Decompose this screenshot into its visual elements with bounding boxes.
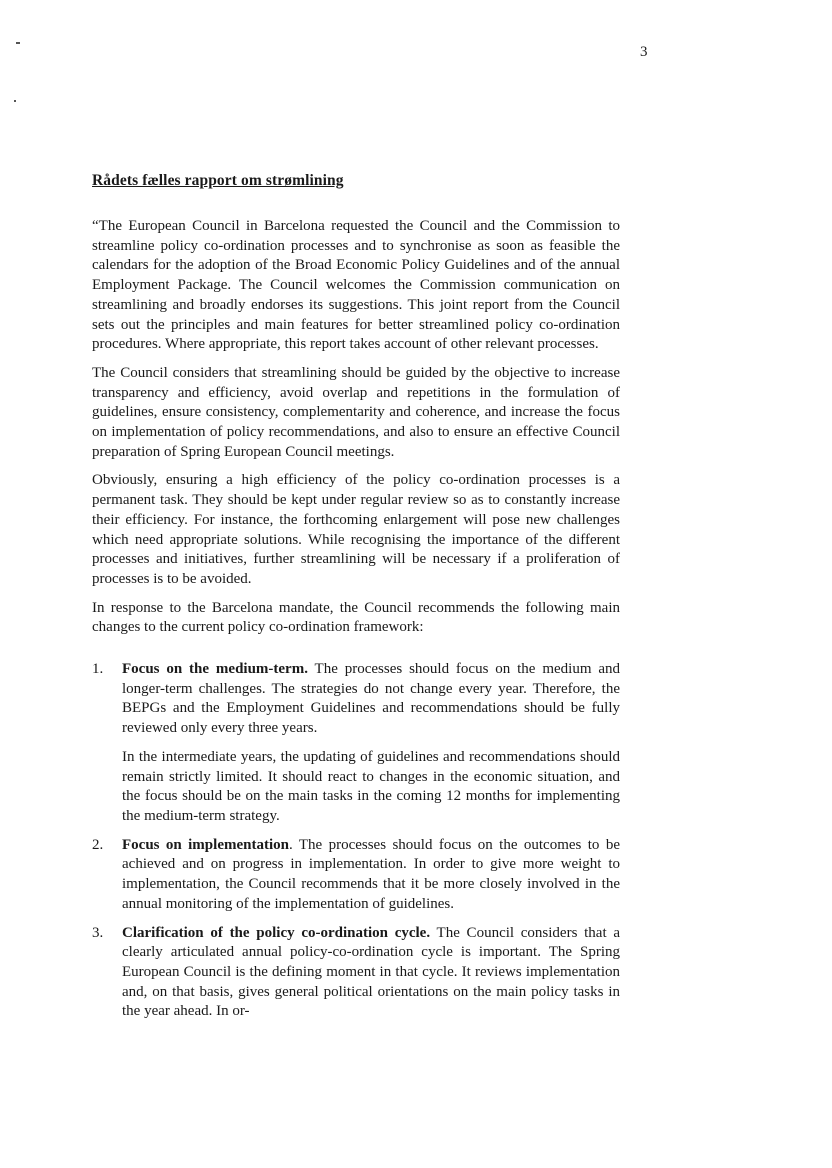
list-item (92, 836, 620, 915)
page-number: 3 (640, 44, 648, 60)
section-heading: Rådets fælles rapport om strømlining (92, 172, 344, 189)
item-extra: In the intermediate years, the updating of guidelines and recommendations should remain strictly limited. It should react to changes in the economic situation, and the focus should be on the main tasks in the coming 12 months for implementing the medium-term strategy. (122, 748, 620, 824)
list-item (92, 660, 620, 827)
document-body (92, 172, 620, 1031)
item-text: . The processes should focus on the outcomes to be achieved and on progress in implementation. In order to give more weight to implementation, the Council recommends that it be more closely involved in the annual monitoring of the implementation of guidelines. (122, 836, 620, 912)
scan-mark-top (16, 42, 20, 44)
list-item (92, 924, 620, 1023)
item-lead: Focus on implementation (122, 836, 289, 853)
item-lead: Clarification of the policy co-ordination cycle. (122, 924, 431, 941)
paragraph-4: In response to the Barcelona mandate, the Council recommends the following main changes to the current policy co-ordination framework: (92, 599, 620, 636)
list-number: 1. (92, 661, 104, 678)
list-number: 3. (92, 924, 104, 941)
paragraph-3: Obviously, ensuring a high efficiency of the policy co-ordination processes is a permanent task. They should be kept under regular review so as to constantly increase their efficiency. For instance, the forthcoming enlargement will pose new challenges which need appropriate solutions. While recognising the importance of the different processes and initiatives, further streamlining will be necessary if a proliferation of processes is to be avoided. (92, 472, 620, 587)
item-lead: Focus on the medium-term. (122, 661, 308, 678)
item-text: The processes should focus on the medium and longer-term challenges. The strategies do not change every year. Therefore, the BEPGs and the Employment Guidelines and recommendations should be fully reviewed only every three years. (122, 661, 621, 737)
item-text: The Council considers that a clearly articulated annual policy-co-ordination cycle is important. The Spring European Council is the defining moment in that cycle. It reviews implementation and, on that basis, gives general political orientations on the main policy tasks in the year ahead. In or- (122, 924, 620, 1020)
scan-mark-mid (14, 100, 16, 102)
recommendation-list (92, 660, 620, 1022)
list-number: 2. (92, 836, 104, 853)
paragraph-2: The Council considers that streamlining should be guided by the objective to increase transparency and efficiency, avoid overlap and repetitions in the formulation of guidelines, ensure consistency, complementarity and coherence, and increase the focus on implementation of policy recommendations, and also to ensure an effective Council preparation of Spring European Council meetings. (92, 364, 620, 460)
paragraph-1: “The European Council in Barcelona requested the Council and the Commission to streamline policy co-ordination processes and to synchronise as soon as feasible the calendars for the adoption of the Broad Economic Policy Guidelines and of the annual Employment Package. The Council welcomes the Commission communication on streamlining and broadly endorses its suggestions. This joint report from the Council sets out the principles and main features for better streamlined policy co-ordination procedures. Where appropriate, this report takes account of other relevant processes. (92, 218, 620, 353)
